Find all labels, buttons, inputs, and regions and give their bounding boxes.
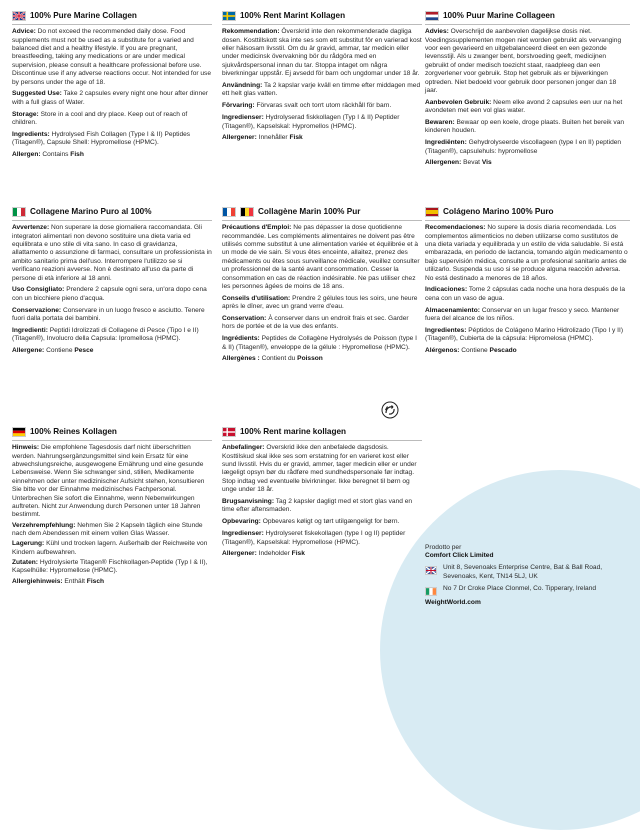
denmark-flag-icon — [222, 427, 236, 437]
ingredients-paragraph: Ingrédients: Peptides de Collagène Hydrolysés de Poisson (type I & II) (Titagen®), enveloppe de la gélule : Hypromellose (HPMC). — [222, 335, 417, 351]
italy-flag-icon — [12, 207, 26, 217]
storage-paragraph: Lagerung: Kühl und trocken lagern. Außerhalb der Reichweite von Kindern aufbewahren. — [12, 540, 208, 556]
section-italian — [12, 207, 212, 359]
use-paragraph: Brugsanvisning: Tag 2 kapsler dagligt med et stort glas vand en time efter aftensmaden. — [222, 498, 413, 514]
use-paragraph: Användning: Ta 2 kapslar varje kväll en timme efter middagen med ett helt glas vatten. — [222, 82, 421, 98]
divider — [425, 24, 630, 25]
allergen-paragraph: Allergiehinweis: Enthält Fisch — [12, 577, 105, 585]
warnings-paragraph: Avvertenze: Non superare la dose giornaliera raccomandata. Gli integratori alimentari non devono sostituire una dieta varia ed equilibrata e uno stile di vita sano. In caso di gravidanza, allattamento o assunzione di farmaci, consultare un professionista in ambito sanitario prima dell'uso. Interrompere l'utilizzo se si verificano reazioni avverse. Non è destinato all'uso da parte di persone di età inferiore al 18 anni. — [12, 224, 212, 282]
allergen-paragraph: Allergènes : Contient du Poisson — [222, 355, 323, 363]
ingredients-paragraph: Ingredientes: Péptidos de Colágeno Marino Hidrolizado (Tipo I y II) (Titagen®), Cubierta de la cápsula: Hipromelosa (HPMC). — [425, 326, 624, 343]
divider — [12, 220, 212, 221]
section-title: 100% Puur Marine Collageen — [425, 11, 630, 21]
allergen-paragraph: Alérgenos: Contiene Pescado — [425, 347, 517, 355]
storage-paragraph: Storage: Store in a cool and dry place. Keep out of reach of children. — [12, 110, 188, 126]
use-paragraph: Verzehrempfehlung: Nehmen Sie 2 Kapseln täglich eine Stunde nach dem Abendessen mit einem vollen Glas Wasser. — [12, 521, 203, 537]
advice-paragraph: Advies: Overschrijd de aanbevolen dagelijkse dosis niet. Voedingssupplementen mogen niet worden gebruikt als vervanging voor een gevarieerd en uitgebalanceerd dieet en een gezonde levensstijl. Als u zwanger bent, borstvoeding geeft, medicijnen gebruikt of onder medisch toezicht staat, raadpleeg dan een zorgverlener voor gebruik. Stop het gebruik als er bijwerkingen optreden. Niet bedoeld voor gebruik door personen jonger dan 18 jaar. — [425, 28, 622, 94]
divider — [12, 440, 212, 441]
use-paragraph: Indicaciones: Tome 2 cápsulas cada noche una hora después de la cena con un vaso de agua. — [425, 286, 626, 302]
divider — [222, 24, 422, 25]
section-title: 100% Rent Marint Kollagen — [222, 11, 422, 21]
ireland-flag-icon — [425, 587, 437, 596]
section-spanish — [425, 207, 630, 359]
storage-paragraph: Conservazione: Conservare in un luogo fresco e asciutto. Tenere fuori dalla portata dei bambini. — [12, 306, 205, 322]
spain-flag-icon — [425, 207, 439, 217]
france-flag-icon — [222, 207, 236, 217]
ie-address-row — [425, 585, 625, 596]
uk-address: Unit 8, Sevenoaks Enterprise Centre, Bat & Ball Road, Sevenoaks, Kent, TN14 5LJ, UK — [443, 564, 603, 580]
ingredients-paragraph: Ingredients: Hydrolysed Fish Collagen (Type I & II) Peptides (Titagen®), Capsule Shell: Hypromellose (HPMC). — [12, 130, 191, 147]
ingredients-paragraph: Ingrediënten: Gehydrolyseerde viscollageen (type I en II) peptiden (Titagen®), capsulehuls: hypromellose — [425, 139, 622, 155]
section-title: Colágeno Marino 100% Puro — [425, 207, 630, 217]
section-english — [12, 11, 212, 163]
notice-paragraph: Hinweis: Die empfohlene Tagesdosis darf nicht überschritten werden. Nahrungsergänzungsmittel sind kein Ersatz für eine abwechslungsreiche, ausgewogene Ernährung und eine gesunde Lebensweise. Wenn Sie schwanger sind, stillen, Medikamente einnehmen oder unter medizinischer Aufsicht stehen, konsultieren Sie bitte vor der Einnahme medizinisches Fachpersonal. Unterbrechen Sie sofort die Einnahme, wenn Nebenwirkungen auftreten. Nicht zur Anwendung durch Personen unter 18 Jahren bestimmt. — [12, 444, 205, 519]
section-title: 100% Rent marine kollagen — [222, 427, 422, 437]
company-name: Comfort Click Limited — [425, 552, 494, 560]
germany-flag-icon — [12, 427, 26, 437]
section-title: 100% Reines Kollagen — [12, 427, 212, 437]
storage-paragraph: Bewaren: Bewaar op een koele, droge plaats. Buiten het bereik van kinderen houden. — [425, 119, 625, 135]
use-paragraph: Conseils d'utilisation: Prendre 2 gélules tous les soirs, une heure après le dîner, avec un grand verre d'eau. — [222, 294, 418, 311]
allergen-paragraph: Allergener: Innehåller Fisk — [222, 134, 303, 142]
use-paragraph: Aanbevolen Gebruik: Neem elke avond 2 capsules een uur na het avondeten met een vol glas water. — [425, 98, 623, 115]
uk-flag-icon — [12, 11, 26, 21]
ingredients-paragraph: Ingredienti: Peptidi Idrolizzati di Collagene di Pesce (Tipo I e II) (Titagen®), Involucro della Capsula: Ipromellosa (HPMC). — [12, 326, 199, 343]
belgium-flag-icon — [240, 207, 254, 217]
netherlands-flag-icon — [425, 11, 439, 21]
website-link[interactable]: WeightWorld.com — [425, 598, 481, 606]
storage-paragraph: Opbevaring: Opbevares køligt og tørt utilgængeligt for børn. — [222, 518, 400, 526]
section-title: 100% Pure Marine Collagen — [12, 11, 212, 21]
section-swedish — [222, 11, 422, 146]
divider — [12, 24, 212, 25]
triman-recycling-icon — [381, 401, 399, 419]
ie-address: No 7 Dr Croke Place Clonmel, Co. Tipperary, Ireland — [443, 584, 597, 592]
storage-paragraph: Conservation: À conserver dans un endroit frais et sec. Garder hors de portée et de la vue des enfants. — [222, 315, 409, 331]
allergen-paragraph: Allergenen: Bevat Vis — [425, 159, 492, 167]
use-paragraph: Suggested Use: Take 2 capsules every night one hour after dinner with a full glass of Water. — [12, 90, 208, 106]
storage-paragraph: Förvaring: Förvaras svalt och torrt utom räckhåll för barn. — [222, 102, 392, 110]
storage-paragraph: Almacenamiento: Conservar en un lugar fresco y seco. Mantener fuera del alcance de los niños. — [425, 306, 620, 322]
ingredients-paragraph: Ingredienser: Hydrolyserad fiskkollagen (Typ I & II) Peptider (Titagen®), Kapselskal: Hypromellos (HPMC). — [222, 114, 400, 130]
uk-address-row — [425, 564, 625, 580]
ingredients-paragraph: Ingredienser: Hydrolyseret fiskekollagen (type I og II) peptider (Titagen®), Kapselskal: Hypromellose (HPMC). — [222, 530, 406, 546]
section-german — [12, 427, 212, 590]
section-dutch — [425, 11, 630, 171]
ingredients-paragraph: Zutaten: Hydrolysierte Titagen® Fischkollagen-Peptide (Typ I & II), Kapselhülle: Hypromellose (HPMC). — [12, 559, 208, 575]
allergen-paragraph: Allergene: Contiene Pesce — [12, 347, 94, 355]
divider — [222, 220, 422, 221]
section-title: Collagène Marin 100% Pur — [222, 207, 422, 217]
precautions-paragraph: Précautions d'Emploi: Ne pas dépasser la dose quotidienne recommandée. Les compléments alimentaires ne doivent pas être utilisés comme substitut à une alimentation variée et équilibrée et à un mode de vie sain. Si vous êtes enceinte, allaitez, prenez des médicaments ou êtes sous surveillance médicale, veuillez consulter un professionnel de la santé avant consommation. Cesser la consommation en cas de réaction indésirable. Ne pas utiliser chez les personnes âgées de moins de 18 ans. — [222, 224, 420, 290]
allergen-paragraph: Allergener: Indeholder Fisk — [222, 550, 305, 558]
divider — [222, 440, 422, 441]
sweden-flag-icon — [222, 11, 236, 21]
section-french — [222, 207, 422, 367]
uk-flag-icon — [425, 566, 437, 575]
advice-paragraph: Advice: Do not exceed the recommended daily dose. Food supplements must not be used as a substitute for a varied and balanced diet and a healthy lifestyle. If you are pregnant, breastfeeding, taking any medications or are under medical supervision, please consult a healthcare professional before use. Discontinue use if any adverse reactions occur. Not intended for use by persons under the age of 18. — [12, 28, 212, 86]
allergen-paragraph: Allergen: Contains Fish — [12, 151, 84, 159]
recommendations-paragraph: Recomendaciones: No supere la dosis diaria recomendada. Los complementos alimenticios no deben utilizarse como sustitutos de una dieta variada y equilibrada y un estilo de vida saludable. Si está embarazada, en periodo de lactancia, tomando algún medicamento o bajo supervisión médica, consulte a un profesional sanitario antes de utilizarlo. Suspenda su uso si se produce alguna reacción adversa. No está destinado a menores de 18 años. — [425, 224, 628, 282]
recommendation-paragraph: Rekommendation: Överskrid inte den rekommenderade dagliga dosen. Kosttillskott ska inte ses som ett substitut för en varierad kost eller hälsosam livsstil. Om du är gravid, ammar, tar medicin eller under medicinsk övervakning bör du rådgöra med en sjukvårdspersonal innan du tar. Stoppa intaget om några biverkningar uppstår. Ej avsedd för barn och ungdomar under 18 år. — [222, 28, 422, 78]
section-title: Collagene Marino Puro al 100% — [12, 207, 212, 217]
use-paragraph: Uso Consigliato: Prendere 2 capsule ogni sera, un'ora dopo cena con un bicchiere pieno d'acqua. — [12, 286, 207, 302]
recommendations-paragraph: Anbefalinger: Overskrid ikke den anbefalede dagsdosis. Kosttilskud skal ikke ses som erstatning for en varieret kost eller sund livsstil. Hvis du er gravid, ammer, tager medicin eller er under lægeligt opsyn bør du rådføre med sundhedspersonale før indtag. Stop indtag ved eventuelle bivirkninger. Ikke beregnet til børn og unge under 18 år. — [222, 444, 417, 494]
manufacturer-info — [425, 544, 625, 607]
section-danish — [222, 427, 422, 562]
produced-for-label: Prodotto per — [425, 544, 462, 551]
divider — [425, 220, 630, 221]
